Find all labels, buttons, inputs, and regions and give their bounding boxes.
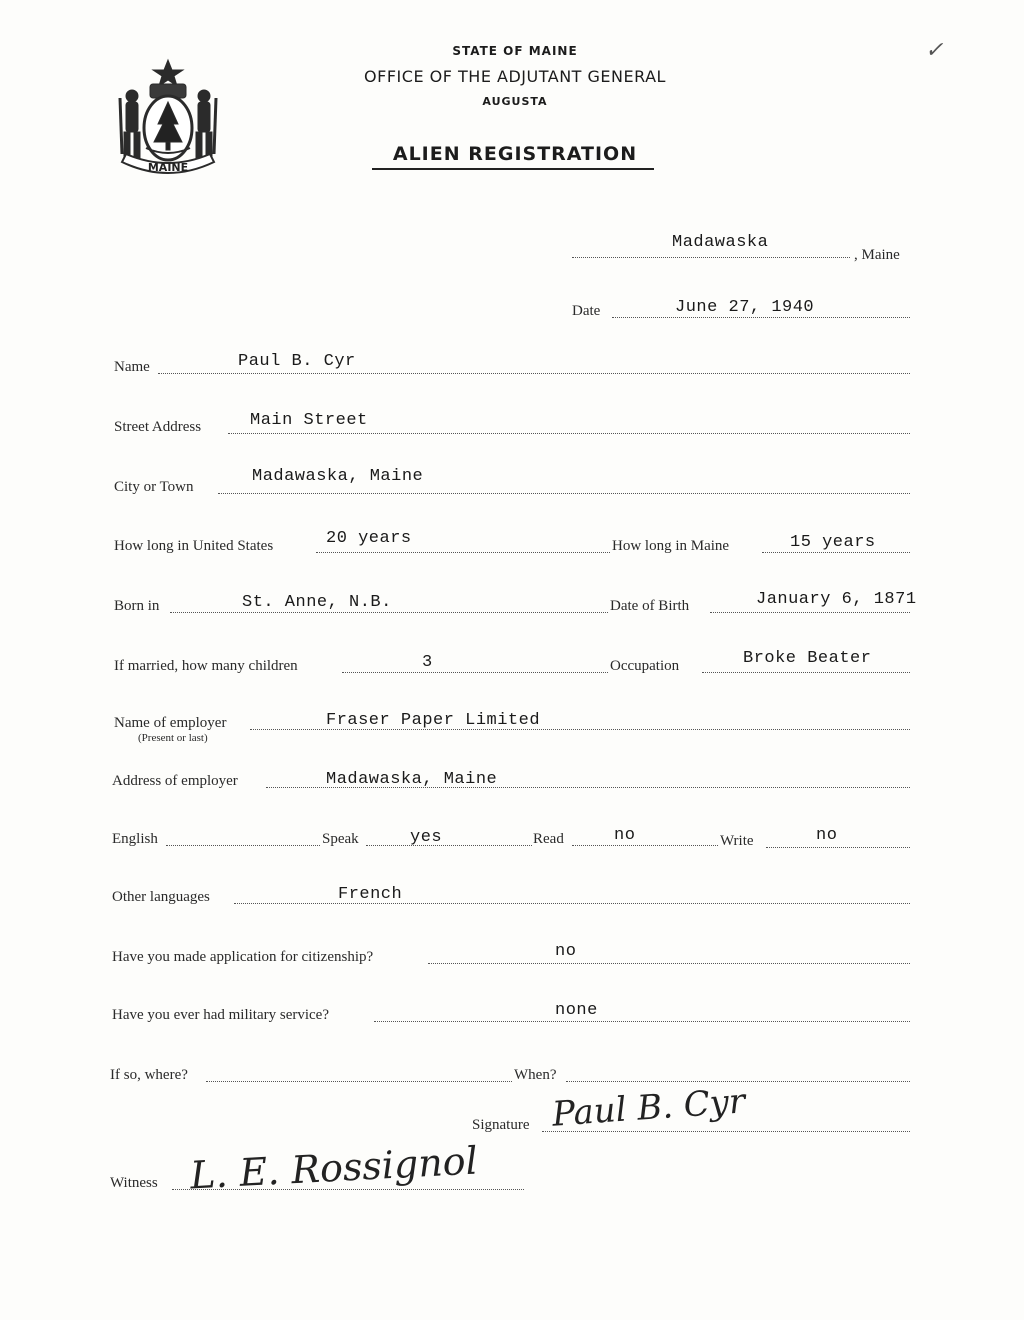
employer-address-value: Madawaska, Maine	[326, 770, 498, 789]
dob-label: Date of Birth	[610, 598, 690, 614]
where-label: If so, where?	[110, 1067, 188, 1083]
write-label: Write	[720, 833, 754, 849]
check-mark-icon: ✓	[925, 38, 944, 63]
header-office: OFFICE OF THE ADJUTANT GENERAL	[364, 67, 666, 86]
citizenship-label: Have you made application for citizenship?	[112, 949, 374, 965]
street-value: Main Street	[250, 411, 368, 430]
town-value: Madawaska	[672, 233, 769, 252]
state-suffix-label: , Maine	[854, 247, 900, 263]
witness-value: L. E. Rossignol	[189, 1138, 479, 1198]
header-city: AUGUSTA	[482, 95, 548, 108]
street-label: Street Address	[114, 419, 202, 435]
employer-address-label: Address of employer	[112, 773, 238, 789]
born-label: Born in	[114, 598, 160, 614]
read-value: no	[614, 826, 636, 845]
dob-value: January 6, 1871	[756, 590, 917, 609]
signature-label: Signature	[472, 1117, 530, 1133]
signature-value: Paul B. Cyr	[550, 1081, 747, 1135]
maine-duration-label: How long in Maine	[612, 538, 730, 554]
employer-label: Name of employer	[114, 715, 227, 731]
occupation-label: Occupation	[610, 658, 680, 674]
header-state: STATE OF MAINE	[452, 44, 578, 58]
other-languages-value: French	[338, 885, 403, 904]
born-value: St. Anne, N.B.	[242, 593, 392, 612]
children-value: 3	[422, 653, 433, 672]
date-label: Date	[572, 303, 601, 319]
other-languages-label: Other languages	[112, 889, 210, 905]
city-label: City or Town	[114, 479, 194, 495]
witness-label: Witness	[110, 1175, 158, 1191]
speak-value: yes	[410, 828, 443, 847]
title-underline	[372, 168, 654, 170]
name-label: Name	[114, 359, 150, 375]
page-title: ALIEN REGISTRATION	[392, 143, 638, 165]
write-value: no	[816, 826, 838, 845]
english-label: English	[112, 831, 158, 847]
occupation-value: Broke Beater	[743, 649, 872, 668]
city-value: Madawaska, Maine	[252, 467, 424, 486]
maine-duration-value: 15 years	[790, 533, 876, 552]
employer-note: (Present or last)	[138, 732, 208, 744]
military-value: none	[555, 1001, 598, 1020]
when-label: When?	[514, 1067, 557, 1083]
military-label: Have you ever had military service?	[112, 1007, 329, 1023]
speak-label: Speak	[322, 831, 359, 847]
name-value: Paul B. Cyr	[238, 352, 356, 371]
employer-value: Fraser Paper Limited	[326, 711, 541, 730]
seal-banner-text: MAINE	[147, 161, 189, 174]
date-value: June 27, 1940	[675, 298, 815, 317]
us-duration-value: 20 years	[326, 529, 412, 548]
read-label: Read	[533, 831, 564, 847]
children-label: If married, how many children	[114, 658, 298, 674]
us-duration-label: How long in United States	[114, 538, 274, 554]
citizenship-value: no	[555, 942, 577, 961]
